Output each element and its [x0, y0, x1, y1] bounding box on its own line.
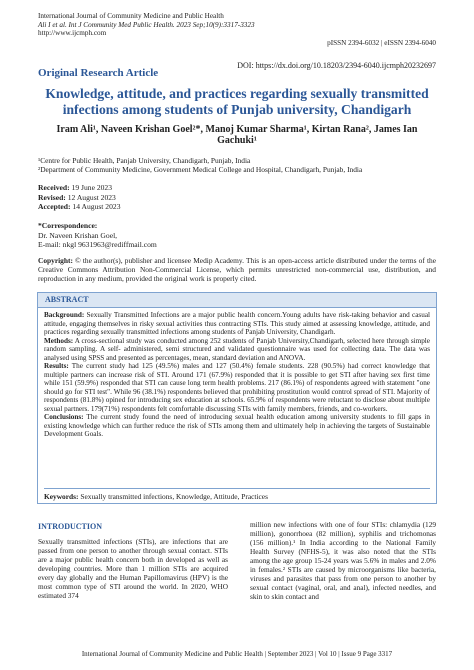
abstract-heading: ABSTRACT [38, 293, 436, 308]
intro-left-column [38, 522, 228, 600]
abstract-background: Background: Sexually Transmitted Infections are a major public health concern.Young adults have risk-taking behavior and casual attitude, engaging themselves in risky sexual activities thus contracting STIs. This study aimed at assessing knowledge, attitude, and practices regarding sexually transmitted infections among students of Panjab University, Chandigarh. [44, 311, 431, 336]
correspondence-email[interactable]: E-mail: nkgl 9631963@rediffmail.com [38, 240, 157, 249]
citation: Ali I et al. Int J Community Med Public Health. 2023 Sep;10(9):3317-3323 [38, 20, 255, 29]
received-date: Received: 19 June 2023 [38, 183, 113, 192]
keywords-text: Sexually transmitted infections, Knowledge, Attitude, Practices [80, 492, 268, 501]
issn: pISSN 2394-6032 | eISSN 2394-6040 [327, 39, 436, 47]
journal-url[interactable]: http://www.ijcmph.com [38, 29, 107, 37]
article-type: Original Research Article [38, 67, 159, 79]
affiliation-1: ¹Centre for Public Health, Panjab University, Chandigarh, Punjab, India [38, 156, 251, 165]
copyright-label: Copyright: [38, 256, 73, 265]
copyright-text: © the author(s), publisher and licensee Medip Academy. This is an open-access article distributed under the terms of the Creative Commons Attribution Non-Commercial License, which permits unrestricted non-commercial use, distribution, and reproduction in any medium, provided the original work is properly cited. [38, 256, 436, 283]
abstract-methods: Methods: A cross-sectional study was conducted among 252 students of Panjab University,Chandigarh, selected here through simple random sampling. A self- administered, semi structured and validated questionnaire was used for collecting data. The data was analysed using SPSS and presented as percentages, mean, standard deviation and ANOVA. [44, 336, 430, 362]
intro-paragraph-right: million new infections with one of four STIs: chlamydia (129 million), gonorrhoea (82 million), syphilis and trichomonas (156 million).¹ In India according to the National Family Health Survey (NFHS-5), it was also noted that the STIs among the age group 15-24 years was 5.6% in males and 2.0% in females.² STIs are caused by microorganisms like bacteria, viruses and parasites that pass from one person to another by sexual contact (vaginal, oral, and anal), infected needles, and skin to skin contact and [250, 520, 436, 601]
journal-name: International Journal of Community Medicine and Public Health [38, 12, 224, 20]
page-footer: International Journal of Community Medicine and Public Health | September 2023 | Vol 10 | Issue 9 Page 3317 [81, 650, 393, 658]
author-list: Iram Ali¹, Naveen Krishan Goel²*, Manoj Kumar Sharma¹, Kirtan Rana², James Ian Gachuki¹ [56, 124, 418, 146]
doi-link[interactable]: DOI: https://dx.doi.org/10.18203/2394-6040.ijcmph20232697 [237, 61, 436, 70]
revised-date: Revised: 12 August 2023 [38, 192, 116, 202]
correspondence-label: *Correspondence: [38, 221, 98, 230]
abstract-results: Results: The current study had 125 (49.5%) males and 127 (50.4%) female students. 228 (90.5%) had correct knowledge that multiple partners can increase risk of STI. Around 171 (67.9%) responded that it is possible to get STI after having sex first time while 151 (59.9%) responded that STI can cause long term health problems. 217 (86.1%) of respondents agreed with statement "one should go for STI test". While 96 (38.1%) respondents believed that prohibiting prostitution would control spread of STI. Majority of respondents (81.8%) opined for introducing sex education at schools. 65.9% of respondents were reluctant to disclose about multiple sexual partners. 179(71%) respondents felt comfortable discussing STIs with family members, friends, and co-workers. [44, 362, 430, 413]
keywords [44, 488, 430, 501]
article-title: Knowledge, attitude, and practices regarding sexually transmitted infections among students of Punjab university, Chandigarh [45, 86, 429, 117]
correspondence [38, 221, 157, 250]
abstract-box [37, 292, 437, 504]
article-dates [38, 183, 121, 212]
journal-header [38, 12, 255, 38]
intro-heading: INTRODUCTION [38, 522, 103, 531]
correspondence-name: Dr. Naveen Krishan Goel, [38, 230, 118, 240]
intro-paragraph-left: Sexually transmitted infections (STIs), are infections that are passed from one person to another through sexual contact. STIs are a major public health concern both in developed as well as developing countries. More than 1 million STIs are acquired every day globally and the Human Papillomavirus (HPV) is the most common type of STI around the world. In 2020, WHO estimated 374 [38, 537, 228, 600]
keywords-label: Keywords: [44, 492, 79, 501]
intro-right-column [250, 520, 436, 601]
abstract-conclusions: Conclusions: The current study found the need of introducing sexual health education among university students to fill gaps in existing knowledge which can further reduce the risk of STIs among them and ultimately help in achieving the targets of Sustainable Development Goals. [44, 413, 430, 438]
accepted-date: Accepted: 14 August 2023 [38, 202, 121, 211]
abstract-body [44, 311, 430, 439]
copyright-notice [38, 256, 436, 283]
affiliation-2: ²Department of Community Medicine, Government Medical College and Hospital, Chandigarh, Punjab, India [38, 165, 363, 174]
